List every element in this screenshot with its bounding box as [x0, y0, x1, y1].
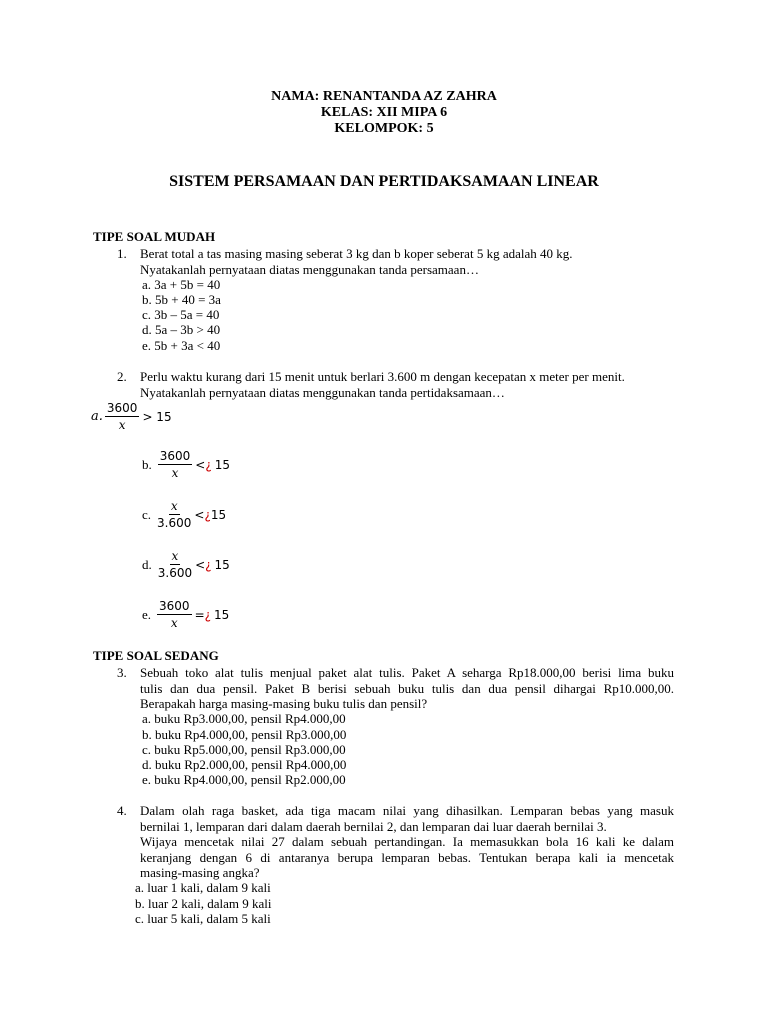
header-group: KELOMPOK: 5	[334, 121, 434, 136]
q2-b-denominator: x	[171, 466, 179, 480]
header-class: KELAS: XII MIPA 6	[320, 105, 448, 120]
q2-e-label: e.	[142, 606, 152, 622]
q2-e-numerator: 3600	[159, 599, 190, 613]
q4-line-3: Wijaya mencetak nilai 27 dalam sebuah pertandingan. Ia memasukkan bola 16 kali ke dalam	[140, 834, 674, 849]
q2-e-fraction	[157, 598, 192, 631]
q2-b-operator: <	[195, 457, 206, 472]
q2-c-fraction	[157, 498, 191, 531]
q2-a-denominator: x	[118, 418, 126, 432]
q2-option-b	[142, 448, 230, 481]
q2-d-label: d.	[142, 556, 152, 572]
q1-number: 1.	[117, 246, 127, 261]
document-title: SISTEM PERSAMAAN DAN PERTIDAKSAMAAN LINEAR	[169, 173, 599, 190]
q2-c-rhs: 15	[210, 507, 227, 522]
q2-b-label: b.	[142, 456, 152, 472]
q3-option-d: d. buku Rp2.000,00, pensil Rp4.000,00	[142, 757, 347, 772]
q1-line-2: Nyatakanlah pernyataan diatas menggunakan tanda persamaan…	[140, 262, 479, 277]
q2-b-mark: ¿	[205, 457, 212, 472]
q2-option-d	[142, 548, 230, 581]
q2-d-numerator: x	[171, 549, 179, 563]
q2-d-fraction	[158, 548, 192, 581]
q2-d-rhs: 15	[214, 557, 230, 572]
q3-option-a: a. buku Rp3.000,00, pensil Rp4.000,00	[142, 711, 346, 726]
q2-a-relation: > 15	[142, 409, 172, 424]
q4-line-4: keranjang dengan 6 di antaranya berupa lemparan bebas. Tentukan berapa kali ia mencetak	[140, 850, 674, 865]
q2-d-mark: ¿	[205, 557, 212, 572]
q2-b-fraction	[158, 448, 193, 481]
q2-a-numerator: 3600	[106, 401, 138, 415]
q2-option-a	[91, 400, 172, 433]
q2-line-1: Perlu waktu kurang dari 15 menit untuk berlari 3.600 m dengan kecepatan x meter per menit.	[140, 369, 625, 384]
q2-a-label: a.	[91, 409, 103, 424]
q2-d-operator: <	[195, 557, 206, 572]
q1-option-d: d. 5a – 3b > 40	[142, 322, 221, 337]
q3-line-3: Berapakah harga masing-masing buku tulis dan pensil?	[140, 696, 428, 711]
q4-line-2: bernilai 1, lemparan dari dalam daerah bernilai 2, dan lemparan dai luar daerah bernilai 3.	[140, 819, 607, 834]
q4-line-1: Dalam olah raga basket, ada tiga macam nilai yang dihasilkan. Lemparan bebas yang masuk	[140, 803, 674, 818]
q2-e-mark: ¿	[204, 607, 212, 622]
q3-line-1: Sebuah toko alat tulis menjual paket alat tulis. Paket A seharga Rp18.000,00 berisi lima buku	[140, 665, 674, 680]
q1-option-e: e. 5b + 3a < 40	[142, 338, 221, 353]
header-name: NAMA: RENANTANDA AZ ZAHRA	[271, 89, 497, 104]
q1-option-a: a. 3a + 5b = 40	[142, 277, 221, 292]
q4-option-a: a. luar 1 kali, dalam 9 kali	[135, 880, 271, 895]
section-medium-heading: TIPE SOAL SEDANG	[93, 648, 219, 663]
q2-e-operator: =	[194, 607, 205, 622]
q3-option-c: c. buku Rp5.000,00, pensil Rp3.000,00	[142, 742, 346, 757]
q2-number: 2.	[117, 369, 127, 384]
q2-a-fraction	[105, 400, 140, 433]
q2-option-e	[142, 598, 229, 631]
q2-e-rhs: 15	[214, 607, 230, 622]
q2-c-numerator: x	[170, 499, 178, 513]
q2-e-denominator: x	[170, 616, 178, 630]
q2-line-2: Nyatakanlah pernyataan diatas menggunakan tanda pertidaksamaan…	[140, 385, 505, 400]
q4-option-b: b. luar 2 kali, dalam 9 kali	[135, 896, 272, 911]
q4-option-c: c. luar 5 kali, dalam 5 kali	[135, 911, 271, 926]
q2-b-rhs: 15	[214, 457, 231, 472]
q3-line-2: tulis dan dua pensil. Paket B berisi sebuah buku tulis dan dua pensil dihargai Rp10.000,00.	[140, 681, 674, 696]
q2-c-label: c.	[142, 506, 152, 522]
q3-number: 3.	[117, 665, 127, 680]
q2-b-numerator: 3600	[159, 449, 191, 463]
q4-number: 4.	[117, 803, 127, 818]
q3-option-e: e. buku Rp4.000,00, pensil Rp2.000,00	[142, 772, 346, 787]
q1-option-c: c. 3b – 5a = 40	[142, 307, 220, 322]
q4-line-5: masing-masing angka?	[140, 865, 260, 880]
q1-option-b: b. 5b + 40 = 3a	[142, 292, 221, 307]
q2-d-denominator: 3.600	[157, 566, 193, 580]
q2-c-denominator: 3.600	[157, 516, 192, 530]
q2-option-c	[142, 498, 226, 531]
q2-c-operator: <	[194, 507, 205, 522]
q1-line-1: Berat total a tas masing masing seberat 3 kg dan b koper seberat 5 kg adalah 40 kg.	[140, 246, 573, 261]
q2-c-mark: ¿	[204, 507, 211, 522]
q3-option-b: b. buku Rp4.000,00, pensil Rp3.000,00	[142, 727, 347, 742]
section-easy-heading: TIPE SOAL MUDAH	[93, 229, 216, 244]
